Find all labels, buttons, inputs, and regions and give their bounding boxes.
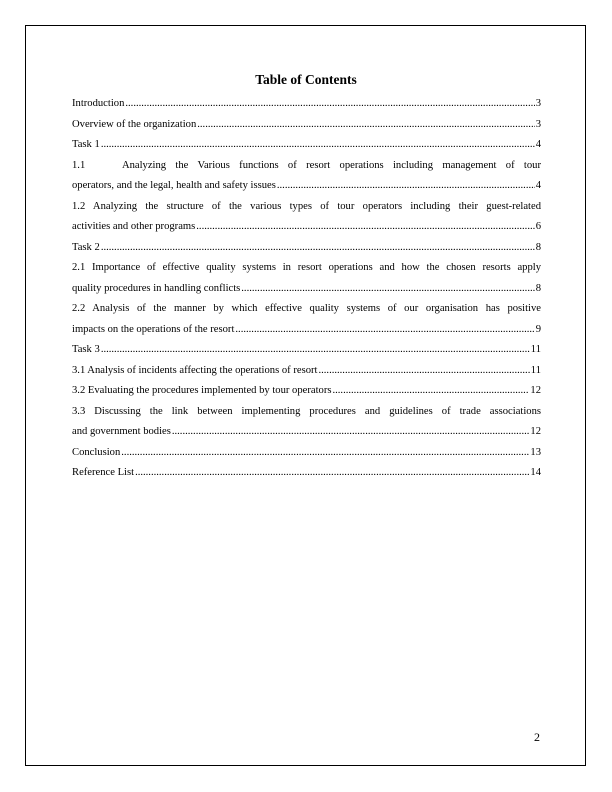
toc-entry[interactable] (72, 197, 541, 238)
toc-entry-line (72, 361, 541, 382)
toc-entry-page-number: 4 (535, 180, 541, 191)
toc-entry[interactable] (72, 258, 541, 299)
toc-entry-text-line1: 2.2 Analysis of the manner by which effective quality systems of our organisation has positive (72, 303, 541, 314)
toc-entry-page-number: 12 (530, 385, 541, 396)
dot-leader (332, 381, 529, 402)
toc-entry-text: operators, and the legal, health and safety issues (72, 180, 276, 191)
toc-entry-page-number: 13 (530, 446, 541, 458)
toc-entry-text-line1: 3.3 Discussing the link between implementing procedures and guidelines of trade associations (72, 405, 541, 417)
toc-entry-line (72, 135, 541, 156)
toc-entry-line (72, 381, 541, 402)
toc-entry-text: Task 2 (72, 241, 100, 253)
toc-entry-line (72, 279, 541, 300)
toc-entry-text: Reference List (72, 467, 135, 478)
toc-entry-text: activities and other programs (72, 221, 196, 232)
toc-entry[interactable] (72, 381, 541, 402)
toc-entry-page-number: 6 (535, 221, 541, 232)
toc-entry-text-line1: 2.1 Importance of effective quality systems in resort operations and how the chosen resorts apply (72, 262, 541, 273)
toc-entry-text: Conclusion (72, 446, 121, 458)
toc-entry[interactable] (72, 238, 541, 259)
dot-leader (196, 217, 534, 238)
page-number: 2 (534, 730, 540, 744)
toc-entry-text: Overview of the organization (72, 118, 197, 130)
toc-entry-page-number: 11 (530, 344, 541, 355)
toc-entry-line (72, 320, 541, 341)
dot-leader (101, 238, 535, 259)
page-title: Table of Contents (255, 72, 357, 87)
toc-entry-text: and government bodies (72, 426, 171, 437)
toc-entry[interactable] (72, 463, 541, 484)
dot-leader (241, 279, 534, 300)
toc-entry-text: Task 1 (72, 139, 100, 150)
toc-entry-page-number: 3 (535, 98, 541, 109)
toc-entry-text: Task 3 (72, 344, 100, 355)
toc-entry-text: 3.2 Evaluating the procedures implemented by tour operators (72, 385, 332, 396)
toc-entry-line (72, 340, 541, 361)
dot-leader (125, 94, 534, 115)
dot-leader (172, 422, 530, 443)
dot-leader (101, 135, 535, 156)
toc-entry[interactable] (72, 340, 541, 361)
toc-entry[interactable] (72, 299, 541, 340)
dot-leader (197, 115, 534, 136)
toc-entry-text: Introduction (72, 98, 125, 109)
toc-entry[interactable] (72, 94, 541, 115)
toc-entry-page-number: 11 (530, 364, 541, 376)
toc-entry-page-number: 8 (535, 282, 541, 294)
toc-entry-line (72, 443, 541, 464)
toc-entry-page-number: 12 (530, 426, 541, 437)
dot-leader (277, 176, 535, 197)
toc-entry[interactable] (72, 361, 541, 382)
toc-entry-page-number: 4 (535, 139, 541, 150)
toc-entry[interactable] (72, 443, 541, 464)
toc-entry-page-number: 9 (535, 323, 541, 335)
toc-entry-line (72, 463, 541, 484)
toc-entry-line (72, 238, 541, 259)
toc-list (72, 94, 541, 484)
toc-entry[interactable] (72, 135, 541, 156)
dot-leader (135, 463, 529, 484)
dot-leader (235, 320, 534, 341)
toc-entry-page-number: 3 (535, 118, 541, 130)
toc-entry-text: impacts on the operations of the resort (72, 323, 235, 335)
toc-entry-text: 3.1 Analysis of incidents affecting the operations of resort (72, 364, 318, 376)
toc-entry-page-number: 14 (530, 467, 541, 478)
toc-entry[interactable] (72, 156, 541, 197)
toc-entry[interactable] (72, 402, 541, 443)
toc-entry-line (72, 176, 541, 197)
dot-leader (101, 340, 530, 361)
toc-entry-line (72, 217, 541, 238)
toc-entry-text-line1: 1.1 Analyzing the Various functions of resort operations including management of tour (72, 159, 541, 171)
toc-entry-text: quality procedures in handling conflicts (72, 282, 241, 294)
toc-entry-line (72, 115, 541, 136)
toc-entry-line (72, 422, 541, 443)
toc-entry-text-line1: 1.2 Analyzing the structure of the various types of tour operators including their guest-related (72, 200, 541, 212)
toc-entry[interactable] (72, 115, 541, 136)
dot-leader (121, 443, 529, 464)
dot-leader (318, 361, 529, 382)
toc-entry-line (72, 94, 541, 115)
toc-entry-page-number: 8 (535, 241, 541, 253)
